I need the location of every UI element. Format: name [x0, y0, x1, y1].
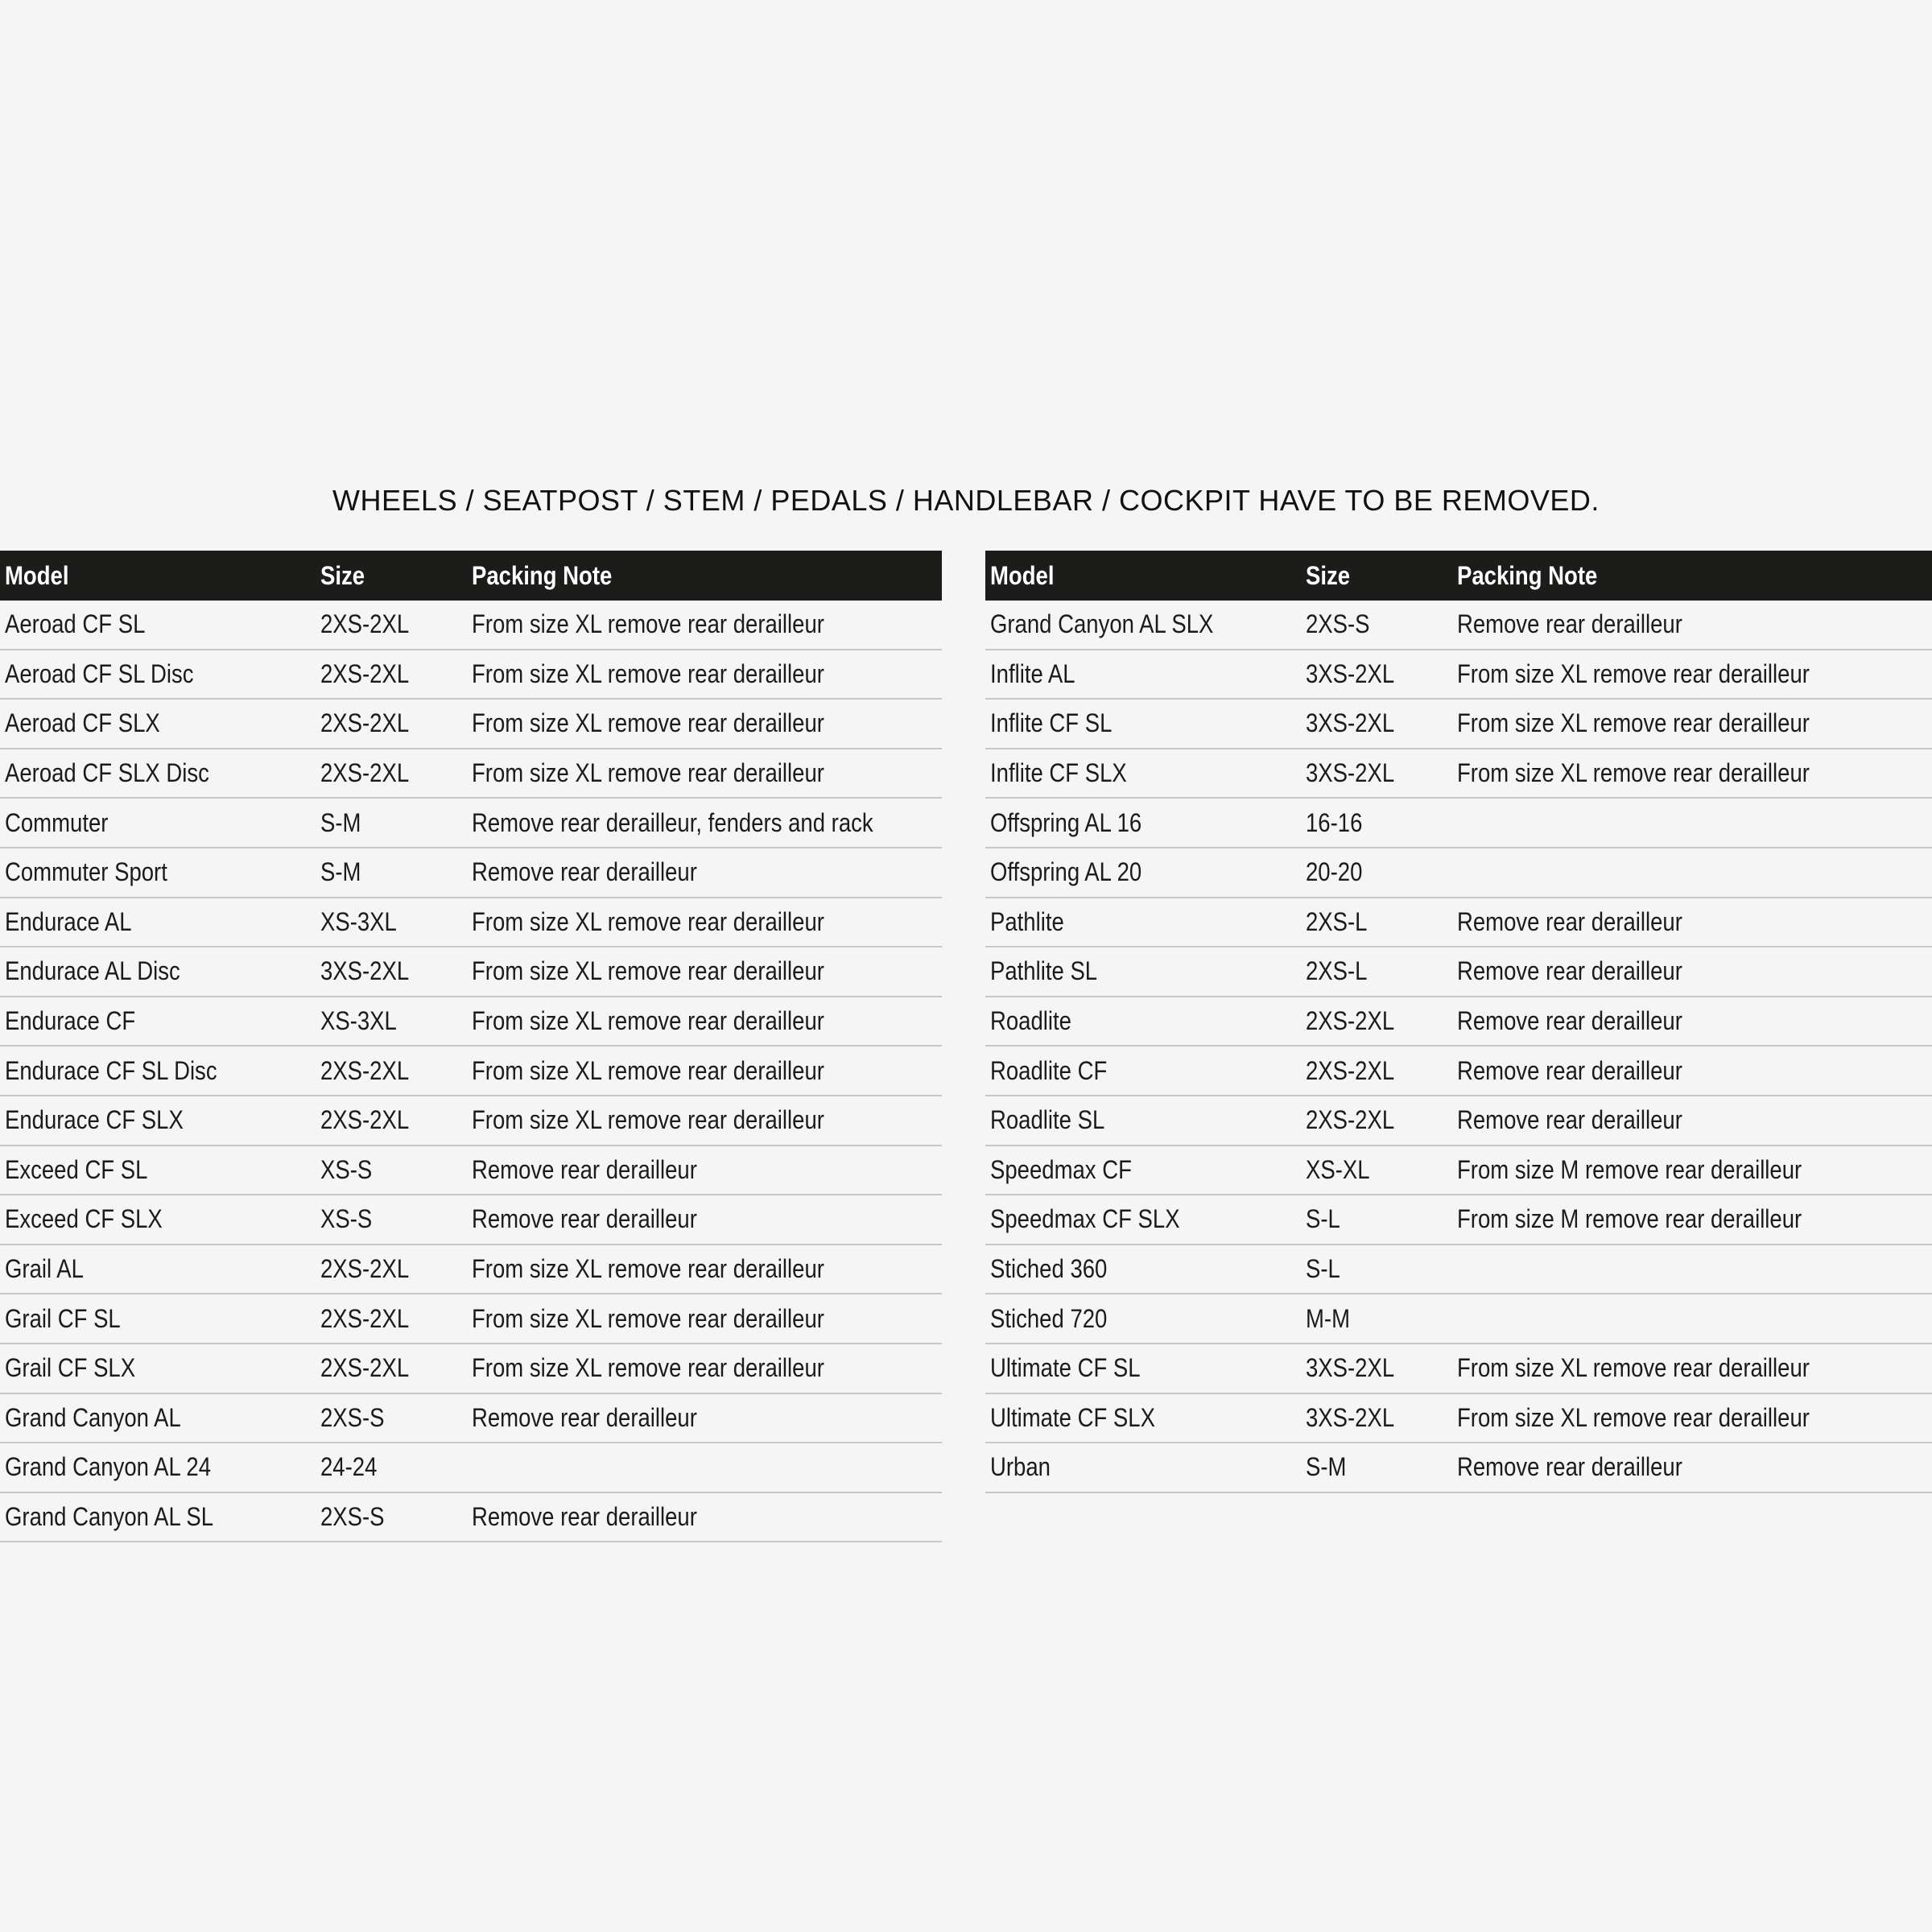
cell-packing-note: From size XL remove rear derailleur: [467, 947, 942, 997]
cell-packing-note: Remove rear derailleur, fenders and rack: [467, 798, 942, 848]
table-body-left: [0, 601, 942, 1542]
packing-table-left: [0, 551, 942, 1542]
cell-size: 2XS-2XL: [1301, 1046, 1452, 1096]
cell-model: Stiched 360: [985, 1245, 1301, 1294]
column-header-size: Size: [1301, 551, 1452, 601]
table-row: [985, 749, 1932, 799]
cell-size: 2XS-2XL: [316, 1046, 467, 1096]
cell-size: 24-24: [316, 1443, 467, 1492]
cell-model: Roadlite CF: [985, 1046, 1301, 1096]
table-row: [0, 1393, 942, 1443]
cell-size: 2XS-2XL: [316, 749, 467, 799]
cell-model: Exceed CF SLX: [0, 1195, 316, 1245]
table-row: [985, 848, 1932, 898]
table-row: [985, 947, 1932, 997]
table-body-right: [985, 601, 1932, 1492]
cell-size: XS-XL: [1301, 1146, 1452, 1195]
cell-model: Ultimate CF SL: [985, 1344, 1301, 1393]
cell-packing-note: [1452, 1294, 1932, 1344]
cell-model: Urban: [985, 1443, 1301, 1492]
cell-model: Inflite CF SL: [985, 699, 1301, 749]
cell-packing-note: Remove rear derailleur: [467, 1146, 942, 1195]
cell-size: 16-16: [1301, 798, 1452, 848]
cell-size: 2XS-2XL: [316, 601, 467, 650]
column-header-model: Model: [0, 551, 316, 601]
cell-model: Endurace AL: [0, 898, 316, 947]
cell-packing-note: From size M remove rear derailleur: [1452, 1146, 1932, 1195]
cell-size: S-M: [316, 848, 467, 898]
cell-size: XS-3XL: [316, 997, 467, 1046]
table-row: [0, 997, 942, 1046]
cell-size: 2XS-2XL: [1301, 1096, 1452, 1146]
column-header-packing-note: Packing Note: [467, 551, 942, 601]
cell-size: 2XS-S: [1301, 601, 1452, 650]
cell-size: 3XS-2XL: [1301, 699, 1452, 749]
cell-model: Aeroad CF SL: [0, 601, 316, 650]
cell-size: 20-20: [1301, 848, 1452, 898]
column-header-packing-note: Packing Note: [1452, 551, 1932, 601]
cell-packing-note: Remove rear derailleur: [1452, 1096, 1932, 1146]
table-row: [985, 650, 1932, 700]
cell-model: Endurace CF SL Disc: [0, 1046, 316, 1096]
cell-packing-note: Remove rear derailleur: [467, 1393, 942, 1443]
cell-size: XS-3XL: [316, 898, 467, 947]
cell-model: Offspring AL 20: [985, 848, 1301, 898]
cell-size: 3XS-2XL: [1301, 749, 1452, 799]
table-row: [985, 1046, 1932, 1096]
table-row: [0, 650, 942, 700]
cell-packing-note: From size XL remove rear derailleur: [467, 1046, 942, 1096]
cell-packing-note: From size XL remove rear derailleur: [1452, 1344, 1932, 1393]
cell-packing-note: From size M remove rear derailleur: [1452, 1195, 1932, 1245]
cell-size: 3XS-2XL: [316, 947, 467, 997]
cell-size: 2XS-2XL: [316, 1294, 467, 1344]
cell-size: XS-S: [316, 1195, 467, 1245]
cell-packing-note: [1452, 848, 1932, 898]
cell-packing-note: Remove rear derailleur: [467, 1492, 942, 1542]
cell-packing-note: Remove rear derailleur: [1452, 1443, 1932, 1492]
table-row: [0, 699, 942, 749]
cell-packing-note: Remove rear derailleur: [1452, 997, 1932, 1046]
cell-model: Grand Canyon AL SLX: [985, 601, 1301, 650]
table-row: [985, 997, 1932, 1046]
cell-packing-note: From size XL remove rear derailleur: [467, 699, 942, 749]
table-row: [985, 1443, 1932, 1492]
table-row: [985, 1344, 1932, 1393]
cell-packing-note: From size XL remove rear derailleur: [467, 749, 942, 799]
cell-model: Grand Canyon AL 24: [0, 1443, 316, 1492]
cell-model: Grail AL: [0, 1245, 316, 1294]
table-row: [0, 1146, 942, 1195]
cell-size: S-L: [1301, 1245, 1452, 1294]
cell-packing-note: From size XL remove rear derailleur: [467, 1245, 942, 1294]
cell-model: Aeroad CF SL Disc: [0, 650, 316, 700]
cell-packing-note: Remove rear derailleur: [467, 848, 942, 898]
cell-model: Aeroad CF SLX: [0, 699, 316, 749]
table-row: [985, 699, 1932, 749]
cell-packing-note: From size XL remove rear derailleur: [467, 601, 942, 650]
cell-model: Grail CF SLX: [0, 1344, 316, 1393]
table-header-row: [0, 551, 942, 601]
table-row: [0, 1344, 942, 1393]
cell-size: 3XS-2XL: [1301, 650, 1452, 700]
cell-packing-note: Remove rear derailleur: [1452, 1046, 1932, 1096]
table-row: [0, 1443, 942, 1492]
cell-size: 2XS-2XL: [316, 1344, 467, 1393]
cell-size: S-M: [316, 798, 467, 848]
table-row: [985, 898, 1932, 947]
cell-packing-note: Remove rear derailleur: [1452, 898, 1932, 947]
cell-size: 2XS-S: [316, 1492, 467, 1542]
cell-model: Stiched 720: [985, 1294, 1301, 1344]
table-row: [0, 798, 942, 848]
cell-model: Speedmax CF SLX: [985, 1195, 1301, 1245]
cell-model: Grail CF SL: [0, 1294, 316, 1344]
table-row: [985, 1146, 1932, 1195]
cell-model: Endurace CF: [0, 997, 316, 1046]
cell-packing-note: Remove rear derailleur: [1452, 947, 1932, 997]
table-row: [0, 601, 942, 650]
table-row: [0, 947, 942, 997]
cell-size: 3XS-2XL: [1301, 1393, 1452, 1443]
column-header-size: Size: [316, 551, 467, 601]
cell-packing-note: From size XL remove rear derailleur: [1452, 699, 1932, 749]
table-row: [0, 1245, 942, 1294]
cell-size: 2XS-2XL: [316, 650, 467, 700]
cell-size: 2XS-2XL: [316, 1245, 467, 1294]
table-row: [0, 848, 942, 898]
cell-size: 3XS-2XL: [1301, 1344, 1452, 1393]
cell-size: 2XS-L: [1301, 947, 1452, 997]
cell-model: Grand Canyon AL: [0, 1393, 316, 1443]
table-row: [0, 1096, 942, 1146]
table-row: [0, 1195, 942, 1245]
cell-packing-note: From size XL remove rear derailleur: [467, 650, 942, 700]
cell-model: Pathlite: [985, 898, 1301, 947]
cell-size: 2XS-S: [316, 1393, 467, 1443]
table-row: [985, 1393, 1932, 1443]
cell-model: Aeroad CF SLX Disc: [0, 749, 316, 799]
table-row: [985, 1195, 1932, 1245]
table-row: [985, 1096, 1932, 1146]
cell-model: Roadlite: [985, 997, 1301, 1046]
cell-packing-note: From size XL remove rear derailleur: [467, 898, 942, 947]
cell-model: Roadlite SL: [985, 1096, 1301, 1146]
cell-packing-note: From size XL remove rear derailleur: [1452, 1393, 1932, 1443]
table-row: [0, 1046, 942, 1096]
cell-size: S-M: [1301, 1443, 1452, 1492]
cell-model: Endurace CF SLX: [0, 1096, 316, 1146]
cell-size: M-M: [1301, 1294, 1452, 1344]
column-header-model: Model: [985, 551, 1301, 601]
cell-size: XS-S: [316, 1146, 467, 1195]
cell-packing-note: Remove rear derailleur: [1452, 601, 1932, 650]
cell-model: Ultimate CF SLX: [985, 1393, 1301, 1443]
packing-table-right: [985, 551, 1932, 1493]
cell-packing-note: Remove rear derailleur: [467, 1195, 942, 1245]
cell-packing-note: From size XL remove rear derailleur: [1452, 650, 1932, 700]
cell-packing-note: [1452, 1245, 1932, 1294]
cell-packing-note: From size XL remove rear derailleur: [467, 1294, 942, 1344]
cell-model: Exceed CF SL: [0, 1146, 316, 1195]
cell-model: Commuter Sport: [0, 848, 316, 898]
table-row: [985, 1245, 1932, 1294]
table-row: [0, 749, 942, 799]
packing-headline: WHEELS / SEATPOST / STEM / PEDALS / HANDLEBAR / COCKPIT HAVE TO BE REMOVED.: [332, 484, 1600, 517]
cell-model: Inflite CF SLX: [985, 749, 1301, 799]
table-row: [0, 1294, 942, 1344]
table-row: [985, 1294, 1932, 1344]
cell-packing-note: From size XL remove rear derailleur: [1452, 749, 1932, 799]
cell-packing-note: From size XL remove rear derailleur: [467, 997, 942, 1046]
cell-model: Grand Canyon AL SL: [0, 1492, 316, 1542]
cell-model: Commuter: [0, 798, 316, 848]
cell-size: 2XS-2XL: [316, 1096, 467, 1146]
cell-model: Speedmax CF: [985, 1146, 1301, 1195]
cell-model: Pathlite SL: [985, 947, 1301, 997]
cell-size: S-L: [1301, 1195, 1452, 1245]
cell-packing-note: From size XL remove rear derailleur: [467, 1096, 942, 1146]
cell-packing-note: [467, 1443, 942, 1492]
table-row: [0, 1492, 942, 1542]
cell-model: Endurace AL Disc: [0, 947, 316, 997]
cell-packing-note: [1452, 798, 1932, 848]
cell-size: 2XS-2XL: [1301, 997, 1452, 1046]
cell-packing-note: From size XL remove rear derailleur: [467, 1344, 942, 1393]
table-row: [985, 798, 1932, 848]
table-row: [0, 898, 942, 947]
cell-model: Offspring AL 16: [985, 798, 1301, 848]
table-row: [985, 601, 1932, 650]
cell-size: 2XS-2XL: [316, 699, 467, 749]
table-header-row: [985, 551, 1932, 601]
cell-size: 2XS-L: [1301, 898, 1452, 947]
cell-model: Inflite AL: [985, 650, 1301, 700]
